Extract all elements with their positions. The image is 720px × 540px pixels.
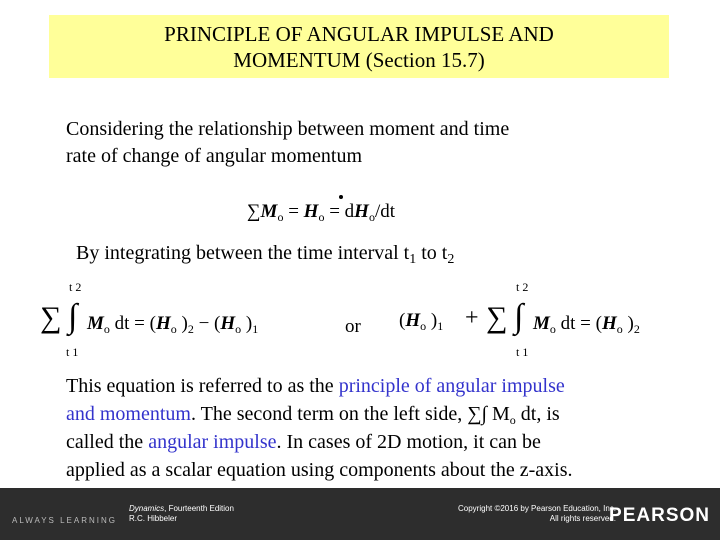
moment-symbol: M	[486, 403, 510, 425]
title-box	[49, 15, 669, 78]
angular-momentum-symbol: H	[601, 313, 617, 334]
angular-momentum-symbol: H	[354, 201, 369, 222]
dt-equals: dt = (	[555, 313, 602, 334]
copyright-line-2: All rights reserved.	[549, 514, 616, 523]
subscript-o: o	[368, 210, 375, 224]
subscript-o: o	[170, 322, 177, 336]
para-line-1	[66, 373, 565, 400]
book-edition: , Fourteenth Edition	[164, 504, 234, 513]
para-text: This equation is referred to as the	[66, 375, 339, 397]
left-equation-body	[87, 313, 258, 337]
equals: =	[283, 201, 304, 222]
copyright-line-1: Copyright ©2016 by Pearson Education, Inc.	[458, 504, 616, 513]
sum-symbol: ∑	[247, 201, 261, 222]
subscript-o: o	[318, 210, 325, 224]
upper-limit: t 2	[69, 280, 82, 294]
right-equation-body	[533, 313, 640, 337]
subscript-o: o	[549, 322, 556, 336]
close-paren: )	[176, 313, 188, 334]
book-info	[129, 504, 234, 524]
per-dt: /dt	[374, 201, 396, 222]
title-line-2: MOMENTUM (Section 15.7)	[233, 48, 485, 72]
subscript-2: 2	[187, 322, 194, 336]
moment-symbol: M	[87, 313, 104, 334]
term-angular-impulse: angular impulse	[148, 431, 277, 453]
integrating-to: to t	[416, 242, 448, 264]
para-text: dt, is	[515, 403, 560, 425]
footer-bar	[0, 488, 720, 540]
term-momentum: and momentum	[66, 403, 191, 425]
minus: − (	[193, 313, 221, 334]
upper-limit: t 2	[516, 280, 529, 294]
para-text: . In cases of 2D motion, it can be	[276, 431, 541, 453]
subscript-1: 1	[437, 319, 444, 333]
moment-symbol: M	[533, 313, 550, 334]
integral-symbol: ∫	[514, 298, 524, 335]
pearson-logo: PEARSON	[609, 505, 710, 526]
open-paren: (	[399, 310, 406, 331]
subscript-1: 1	[409, 252, 417, 267]
intro-line-2: rate of change of angular momentum	[66, 145, 362, 167]
angular-momentum-symbol: H	[155, 313, 171, 334]
book-title: Dynamics	[129, 504, 165, 513]
plus-symbol: +	[465, 305, 479, 331]
equation-moment	[247, 201, 395, 225]
right-equation-start	[399, 310, 443, 334]
angular-momentum-symbol: H	[405, 310, 421, 331]
moment-symbol: M	[260, 201, 278, 222]
subscript-o: o	[277, 210, 284, 224]
always-learning-text: ALWAYS LEARNING	[12, 516, 117, 525]
close-paren: )	[241, 313, 253, 334]
para-text: called the	[66, 431, 149, 453]
close-paren: )	[426, 310, 438, 331]
para-line-4: applied as a scalar equation using components about the z-axis.	[66, 459, 573, 481]
subscript-o: o	[103, 322, 110, 336]
copyright	[458, 504, 616, 524]
book-author: R.C. Hibbeler	[129, 514, 178, 523]
sum-symbol: ∑	[486, 301, 508, 334]
lower-limit: t 1	[516, 345, 529, 359]
sum-symbol: ∑	[40, 301, 62, 334]
subscript-o: o	[420, 319, 427, 333]
hdot-symbol: H	[303, 201, 319, 222]
subscript-o: o	[235, 322, 242, 336]
subscript-2: 2	[447, 252, 455, 267]
dt-equals: dt = (	[109, 313, 156, 334]
para-text: . The second term on the left side,	[190, 403, 468, 425]
integrating-text	[76, 240, 454, 273]
sum-integral-symbol: ∑∫	[467, 403, 487, 425]
subscript-o: o	[616, 322, 623, 336]
integrating-main: By integrating between the time interval t	[76, 242, 410, 264]
title-line-1: PRINCIPLE OF ANGULAR IMPULSE AND	[164, 22, 554, 46]
equals-d: = d	[324, 201, 355, 222]
subscript-2: 2	[633, 322, 640, 336]
term-principle: principle of angular impulse	[338, 375, 565, 397]
subscript-1: 1	[252, 322, 259, 336]
time-derivative-dot	[339, 195, 343, 199]
close-paren: )	[622, 313, 634, 334]
subscript-o: o	[509, 413, 516, 427]
lower-limit: t 1	[66, 345, 79, 359]
intro-line-1: Considering the relationship between moment and time	[66, 118, 510, 140]
angular-momentum-symbol: H	[220, 313, 236, 334]
para-line-3	[66, 429, 541, 456]
or-text: or	[345, 316, 361, 337]
integral-symbol: ∫	[68, 298, 78, 335]
